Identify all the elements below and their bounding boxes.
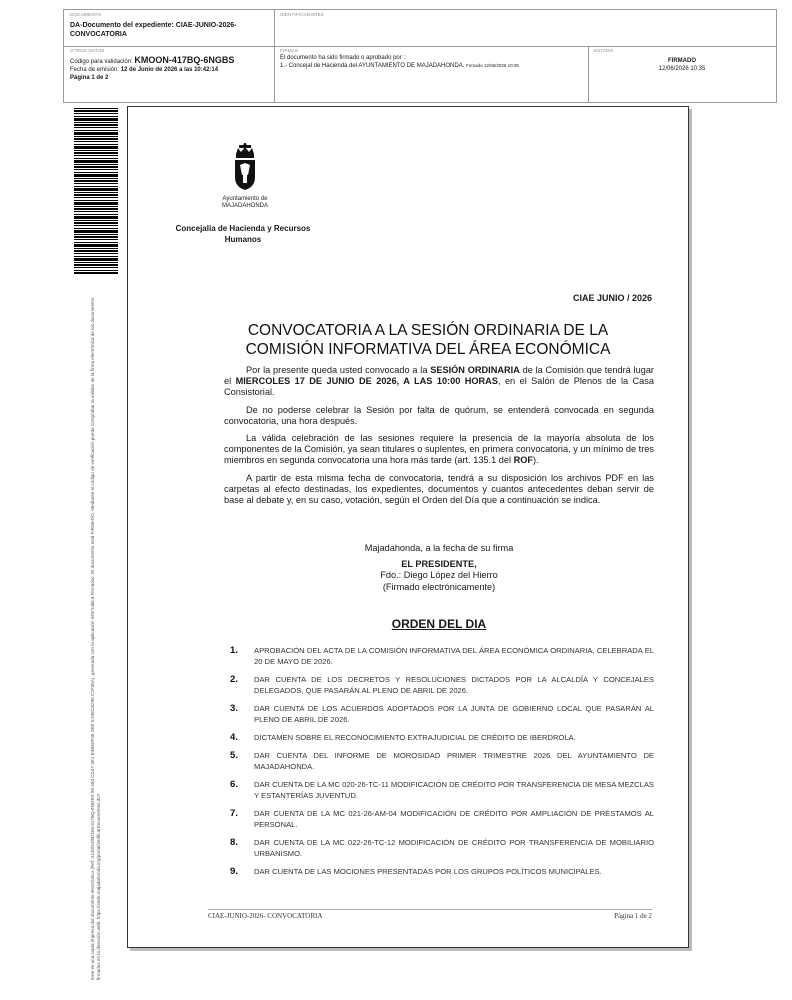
footer-page-number: Página 1 de 2 xyxy=(614,912,652,920)
department-name: Concejalía de Hacienda y Recursos Humanos xyxy=(175,224,311,244)
agenda-item xyxy=(224,837,654,859)
agenda-item-text: DAR CUENTA DE LOS ACUERDOS ADOPTADOS POR LA JUNTA DE GOBIERNO LOCAL QUE PASARÁN AL PLENO DE ABRIL DE 2026. xyxy=(254,704,654,724)
estado-date: 12/06/2026 10:35 xyxy=(658,66,706,72)
document-metadata-header xyxy=(63,9,777,103)
agenda-item-number: 7. xyxy=(229,808,238,819)
ident-label: IDENTIFICADORES xyxy=(280,12,325,17)
coat-of-arms-icon xyxy=(230,143,260,193)
agenda-item xyxy=(224,779,654,801)
convocation-body xyxy=(224,365,654,512)
firmas-intro: El documento ha sido firmado o aprobado por : xyxy=(280,55,406,61)
doc-label: DOCUMENTO xyxy=(70,12,102,17)
footer-doc-ref: CIAE-JUNIO-2026- CONVOCATORIA xyxy=(208,912,323,920)
logo-line-1: Ayuntamiento de xyxy=(222,196,268,202)
agenda-item-number: 4. xyxy=(229,732,238,743)
firmas-signer: 1.- Concejal de Hacienda del AYUNTAMIENTO DE MAJADAHONDA. Firmado 12/06/2026 10:35 xyxy=(280,63,519,69)
agenda-item-text: DAR CUENTA DE LA MC 021-26-AM-04 MODIFICACIÓN DE CRÉDITO POR AMPLIACIÓN DE PRÉSTAMOS AL PERSONAL. xyxy=(254,809,654,829)
barcode xyxy=(74,108,118,274)
agenda-item-number: 2. xyxy=(229,674,238,685)
agenda-item xyxy=(224,674,654,696)
sign-name: Fdo.: Diego López del Hierro xyxy=(380,570,498,581)
agenda-item-text: APROBACIÓN DEL ACTA DE LA COMISIÓN INFORMATIVA DEL ÁREA ECONÓMICA ORDINARIA, CELEBRADA EL 20 DE MAYO DE 2026. xyxy=(254,646,654,666)
firmas-cell xyxy=(274,46,588,102)
agenda-item xyxy=(224,866,654,877)
agenda-item xyxy=(224,808,654,830)
document-title: CONVOCATORIA A LA SESIÓN ORDINARIA DE LA COMISIÓN INFORMATIVA DEL ÁREA ECONÓMICA xyxy=(245,322,611,358)
municipal-logo xyxy=(196,143,294,210)
agenda-item-text: DAR CUENTA DEL INFORME DE MOROSIDAD PRIMER TRIMESTRE 2026 DEL AYUNTAMIENTO DE MAJADAHONDA. xyxy=(254,751,654,771)
agenda-item xyxy=(224,750,654,772)
firmas-label: FIRMAS xyxy=(280,48,299,53)
side-verification-text: Este es una copia impresa del documento electrónico (Ref: 4140/S4/N2ON-417BQ-6NGBS 95 48d CD47 3E1 E4B50F36 ZEE E19EC6296 C2F35A), generada con la aplicación informática Firmadoc. El documento está FIRMADO. Mediante el código de verificación puede comprobar la validez de la firma electrónica de los documentos firmados en la dirección web: https://sede.majadahonda.org/portal/verificarDocumentos.do? xyxy=(90,297,101,980)
agenda-item xyxy=(224,645,654,667)
identificadores-cell xyxy=(274,10,776,46)
logo-line-2: MAJADAHONDA xyxy=(221,203,268,209)
document-cell xyxy=(64,10,274,46)
agenda-item-number: 1. xyxy=(229,645,238,656)
agenda-item-number: 6. xyxy=(229,779,238,790)
page-count: Página 1 de 2 xyxy=(70,75,109,81)
agenda-item-number: 8. xyxy=(229,837,238,848)
estado-label: ESTADO xyxy=(594,48,614,53)
agenda-item-text: DAR CUENTA DE LA MC 020-26-TC-11 MODIFICACIÓN DE CRÉDITO POR TRANSFERENCIA DE MESA MEZCLAS Y ESTANTERÍAS JUVENTUD. xyxy=(254,780,654,800)
agenda-item-text: DICTAMEN SOBRE EL RECONOCIMIENTO EXTRAJUDICIAL DE CRÉDITO DE IBERDROLA. xyxy=(254,733,576,742)
agenda-item-text: DAR CUENTA DE LA MC 022-26-TC-12 MODIFICACIÓN DE CRÉDITO POR TRANSFERENCIA DE MOBILIARIO URBANISMO. xyxy=(254,838,654,858)
sign-note: (Firmado electrónicamente) xyxy=(382,581,496,592)
otros-label: OTROS DATOS xyxy=(70,48,105,53)
agenda-item xyxy=(224,732,654,743)
document-reference: CIAE JUNIO / 2026 xyxy=(572,293,652,303)
emission-date: Fecha de emisión: 12 de Junio de 2026 a las 10:42:14 xyxy=(70,67,219,73)
page-footer xyxy=(208,909,652,920)
estado-value: FIRMADO xyxy=(668,58,696,64)
agenda-item-number: 5. xyxy=(229,750,238,761)
agenda-item-number: 3. xyxy=(229,703,238,714)
agenda-item-number: 9. xyxy=(229,866,238,877)
agenda-item-text: DAR CUENTA DE LOS DECRETOS Y RESOLUCIONES DICTADOS POR LA ALCALDÍA Y CONCEJALES DELEGADOS, QUE PASARÁN AL PLENO DE ABRIL DE 2026. xyxy=(254,675,654,695)
paragraph-session: Por la presente queda usted convocado a la SESIÓN ORDINARIA de la Comisión que tendrá lugar el MIERCOLES 17 DE JUNIO DE 2026, A LAS 10:00 HORAS, en el Salón de Plenos de la Casa Consistorial. xyxy=(224,365,654,398)
validation-code[interactable]: Código para validación: KMOON-417BQ-6NGBS xyxy=(70,55,235,65)
signature-block xyxy=(224,543,654,593)
paragraph-quorum: De no poderse celebrar la Sesión por falta de quórum, se entenderá convocada en segunda convocatoria, una hora después. xyxy=(224,404,654,426)
doc-name: DA-Documento del expediente: CIAE-JUNIO-2026- CONVOCATORIA xyxy=(70,22,237,38)
paragraph-documents: A partir de esta misma fecha de convocatoria, tendrá a su disposición los archivos PDF en las carpetas al efecto destinadas, los expedientes, documentos y cuantos antecedentes deban servir de base al debate y, en su caso, votación, según el Orden del Día que a continuación se indica. xyxy=(224,472,654,506)
sign-role: EL PRESIDENTE, xyxy=(401,559,477,570)
paragraph-validity: La válida celebración de las sesiones requiere la presencia de la mayoría absoluta de los componentes de la Comisión, ya sean titulares o suplentes, en primera convocatoria, y un mínimo de tres miembros en segunda convocatoria una hora más tarde (art. 135.1 del ROF). xyxy=(224,433,654,466)
agenda-item-text: DAR CUENTA DE LAS MOCIONES PRESENTADAS POR LOS GRUPOS POLÍTICOS MUNICIPALES. xyxy=(254,867,602,876)
document-page xyxy=(127,106,689,948)
sign-place: Majadahonda, a la fecha de su firma xyxy=(364,543,514,553)
otros-datos-cell xyxy=(64,46,274,102)
agenda-title: ORDEN DEL DIA xyxy=(391,617,487,631)
agenda-item xyxy=(224,703,654,725)
estado-cell xyxy=(588,46,776,102)
agenda-list xyxy=(224,645,654,884)
